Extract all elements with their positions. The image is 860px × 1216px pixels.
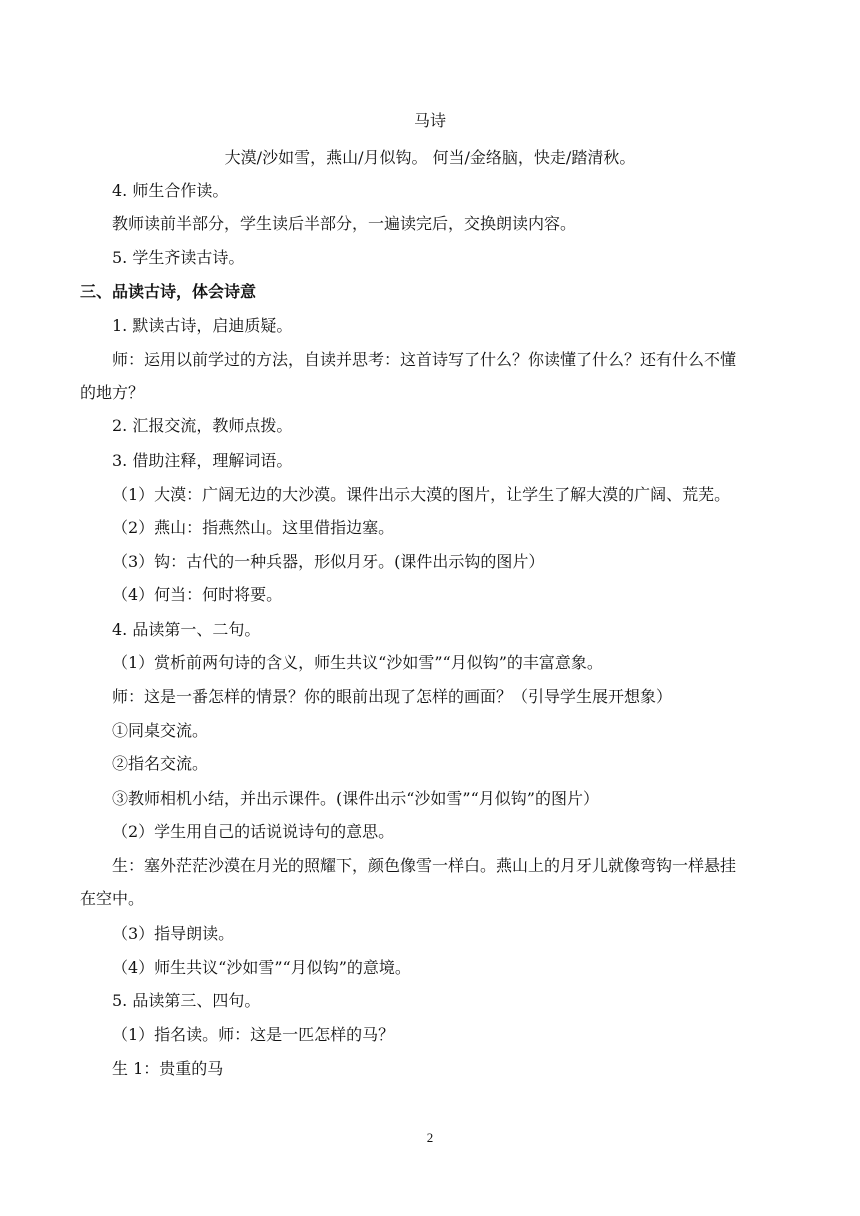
paragraph: 师：运用以前学过的方法，自读并思考：这首诗写了什么？你读懂了什么？还有什么不懂 [112, 350, 737, 369]
paragraph: 1. 默读古诗，启迪质疑。 [112, 316, 293, 335]
paragraph: 的地方？ [80, 383, 145, 402]
paragraph: （3）指导朗读。 [112, 924, 235, 943]
poem-title: 马诗 [413, 111, 446, 130]
paragraph: 师：这是一番怎样的情景？你的眼前出现了怎样的画面？（引导学生展开想象） [112, 687, 673, 706]
paragraph: ①同桌交流。 [112, 721, 209, 740]
page-number: 2 [426, 1130, 434, 1145]
paragraph: （1）指名读。师：这是一匹怎样的马？ [112, 1025, 395, 1044]
paragraph: （4）师生共议“沙如雪”“月似钩”的意境。 [112, 958, 411, 977]
paragraph: ③教师相机小结，并出示课件。(课件出示“沙如雪”“月似钩”的图片） [112, 789, 599, 808]
paragraph: 4. 师生合作读。 [112, 181, 229, 200]
paragraph: 在空中。 [80, 889, 145, 908]
section-heading: 三、品读古诗，体会诗意 [80, 282, 257, 301]
paragraph: （2）燕山：指燕然山。这里借指边塞。 [112, 518, 395, 537]
paragraph: 2. 汇报交流，教师点拨。 [112, 416, 293, 435]
paragraph: 生：塞外茫茫沙漠在月光的照耀下，颜色像雪一样白。燕山上的月牙儿就像弯钩一样悬挂 [112, 856, 737, 875]
paragraph: 4. 品读第一、二句。 [112, 620, 261, 639]
paragraph: 生 1：贵重的马 [112, 1059, 224, 1078]
paragraph: 教师读前半部分，学生读后半部分，一遍读完后，交换朗读内容。 [112, 214, 577, 233]
paragraph: 5. 品读第三、四句。 [112, 991, 261, 1010]
paragraph: （1）赏析前两句诗的含义，师生共议“沙如雪”“月似钩”的丰富意象。 [112, 653, 603, 672]
paragraph: 3. 借助注释，理解词语。 [112, 451, 293, 470]
paragraph: （1）大漠：广阔无边的大沙漠。课件出示大漠的图片，让学生了解大漠的广阔、荒芜。 [112, 485, 731, 504]
poem-text: 大漠/沙如雪，燕山/月似钩。 何当/金络脑，快走/踏清秋。 [224, 148, 636, 167]
paragraph: （4）何当：何时将要。 [112, 585, 283, 604]
paragraph: ②指名交流。 [112, 754, 209, 773]
paragraph: （3）钩：古代的一种兵器，形似月牙。(课件出示钩的图片） [112, 552, 545, 571]
paragraph: （2）学生用自己的话说说诗句的意思。 [112, 822, 395, 841]
paragraph: 5. 学生齐读古诗。 [112, 248, 245, 267]
